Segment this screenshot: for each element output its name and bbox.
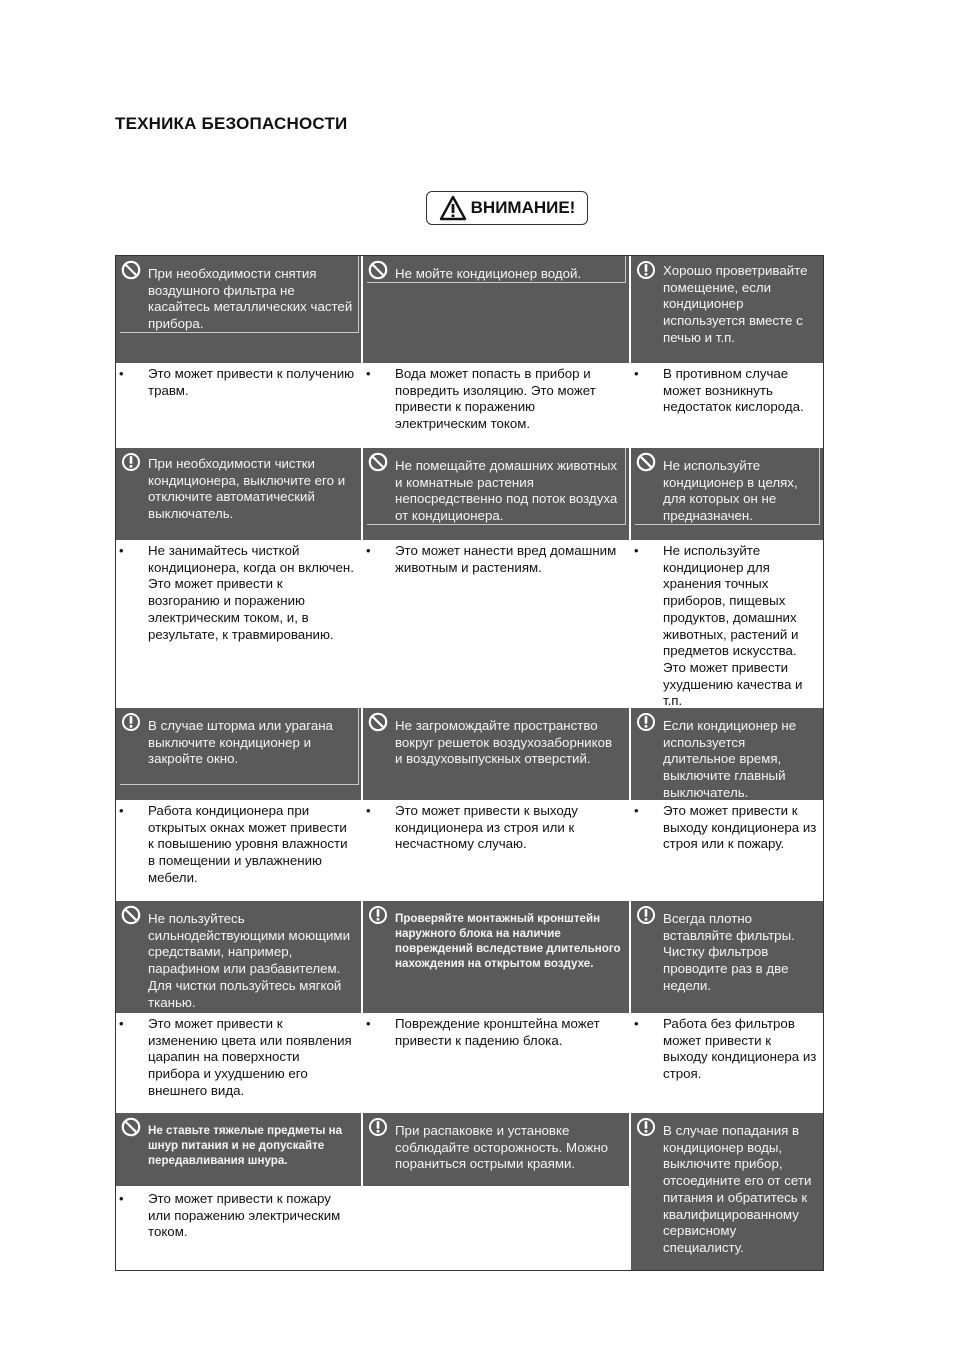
bullet: • — [119, 543, 124, 558]
warning-text: При необходимости снятия воздушного фильтра не касайтесь металлических частей прибора. — [148, 266, 353, 332]
warning-cell — [116, 708, 361, 800]
bullet: • — [634, 1016, 639, 1031]
bullet: • — [366, 366, 371, 381]
bullet: • — [366, 543, 371, 558]
warning-cell — [631, 901, 823, 1013]
note-text: Не занимайтесь чисткой кондиционера, когда он включен. Это может привести к возгоранию и поражению электрическим током, и, в результате, к травмированию. — [148, 543, 354, 642]
note-text: В противном случае может возникнуть недостаток кислорода. — [663, 366, 804, 415]
warning-text: Проверяйте монтажный кронштейн наружного блока на наличие повреждений вследствие длительного нахождения на открытом воздухе. — [395, 912, 621, 970]
warning-cell — [631, 1113, 823, 1270]
warning-text: При необходимости чистки кондиционера, выключите его и отключите автоматический выключатель. — [148, 456, 346, 522]
warning-label: ВНИМАНИЕ! — [470, 198, 576, 217]
warning-text: Хорошо проветривайте помещение, если кондиционер используется вместе с печью и т.п. — [663, 263, 808, 345]
warning-cell — [363, 256, 629, 363]
warning-cell — [631, 708, 823, 800]
warning-cell — [116, 901, 361, 1013]
prohibit-icon — [121, 905, 141, 925]
note-cell — [631, 800, 823, 901]
warning-text: Не помещайте домашних животных и комнатные растения непосредственно под поток воздуха от кондиционера. — [395, 458, 618, 524]
bullet: • — [119, 1016, 124, 1031]
bullet: • — [119, 1191, 124, 1206]
note-text: Работа кондиционера при открытых окнах может привести к повышению уровня влажности в помещении и увлажнению мебели. — [148, 803, 348, 885]
note-cell — [363, 800, 629, 901]
warning-text: Всегда плотно вставляйте фильтры. Чистку фильтров проводите раз в две недели. — [663, 911, 795, 993]
table-row — [116, 708, 823, 800]
warning-text: Если кондиционер не используется длительное время, выключите главный выключатель. — [663, 718, 797, 800]
warning-cell — [116, 256, 361, 363]
caution-icon — [121, 452, 141, 472]
note-cell — [116, 1188, 361, 1270]
bullet: • — [119, 803, 124, 818]
caution-icon — [368, 905, 388, 925]
bullet: • — [634, 543, 639, 558]
warning-text: При распаковке и установке соблюдайте осторожность. Можно пораниться острыми краями. — [395, 1123, 609, 1172]
note-cell — [363, 363, 629, 448]
bullet: • — [366, 1016, 371, 1031]
warning-cell — [363, 1113, 629, 1186]
warning-cell — [363, 708, 629, 800]
warning-text: В случае шторма или урагана выключите кондиционер и закройте окно. — [148, 718, 333, 767]
caution-icon — [636, 260, 656, 280]
caution-icon — [368, 1117, 388, 1137]
note-text: Это может привести к получению травм. — [148, 366, 355, 398]
table-row — [116, 901, 823, 1013]
note-text: Это может нанести вред домашним животным и растениям. — [395, 543, 617, 575]
table-row — [116, 363, 823, 448]
note-cell — [631, 363, 823, 448]
safety-table — [115, 255, 824, 1271]
warning-text: Не ставьте тяжелые предметы на шнур питания и не допускайте передавливания шнура. — [148, 1124, 343, 1167]
caution-icon — [636, 1117, 656, 1137]
note-text: Работа без фильтров может привести к выходу кондиционера из строя. — [663, 1016, 817, 1082]
warning-cell — [631, 256, 823, 363]
bullet: • — [634, 803, 639, 818]
warning-text: Не пользуйтесь сильнодействующими моющими средствами, например, парафином или разбавителем. Для чистки пользуйтесь мягкой тканью. — [148, 911, 350, 1010]
note-text: Это может привести к выходу кондиционера из строя или к несчастному случаю. — [395, 803, 578, 852]
note-cell — [631, 540, 823, 708]
note-cell — [363, 540, 629, 708]
caution-icon — [636, 712, 656, 732]
note-cell — [363, 1013, 629, 1113]
table-row — [116, 1013, 823, 1113]
table-row — [116, 256, 823, 363]
warning-text: Не загромождайте пространство вокруг решеток воздухозаборников и воздуховыпускных отверстий. — [395, 718, 613, 767]
warning-cell — [116, 1113, 361, 1186]
note-text: Это может привести к пожару или поражению электрическим током. — [148, 1191, 341, 1240]
note-cell — [116, 540, 361, 708]
note-text: Это может привести к выходу кондиционера из строя или к пожару. — [663, 803, 817, 852]
table-row — [116, 540, 823, 708]
note-cell — [116, 363, 361, 448]
warning-text: Не используйте кондиционер в целях, для которых он не предназначен. — [663, 458, 798, 524]
warning-cell — [363, 448, 629, 540]
prohibit-icon — [368, 712, 388, 732]
note-text: Повреждение кронштейна может привести к падению блока. — [395, 1016, 600, 1048]
warning-cell — [116, 448, 361, 540]
warning-text: В случае попадания в кондиционер воды, выключите прибор, отсоедините его от сети питания и обратитесь к квалифицированному сервисному специалисту. — [663, 1123, 812, 1255]
table-row — [116, 1113, 823, 1270]
note-cell — [631, 1013, 823, 1113]
table-row — [116, 448, 823, 540]
caution-icon — [636, 905, 656, 925]
warning-triangle-icon — [439, 195, 467, 221]
bullet: • — [634, 366, 639, 381]
warning-text: Не мойте кондиционер водой. — [395, 266, 582, 281]
note-text: Это может привести к изменению цвета или появления царапин на поверхности прибора и ухудшению его внешнего вида. — [148, 1016, 352, 1098]
warning-cell — [363, 901, 629, 1013]
note-text: Вода может попасть в прибор и повредить изоляцию. Это может привести к поражению электрическим током. — [395, 366, 596, 432]
warning-cell — [631, 448, 823, 540]
bullet: • — [119, 366, 124, 381]
table-row — [116, 800, 823, 901]
bullet: • — [366, 803, 371, 818]
prohibit-icon — [121, 1117, 141, 1137]
note-cell — [116, 800, 361, 901]
note-text: Не используйте кондиционер для хранения точных приборов, пищевых продуктов, домашних животных, растений и предметов искусства. Это может привести ухудшению качества и т.п. — [663, 543, 803, 709]
note-cell — [116, 1013, 361, 1113]
page-title: ТЕХНИКА БЕЗОПАСНОСТИ — [115, 114, 348, 133]
warning-badge — [426, 191, 588, 225]
